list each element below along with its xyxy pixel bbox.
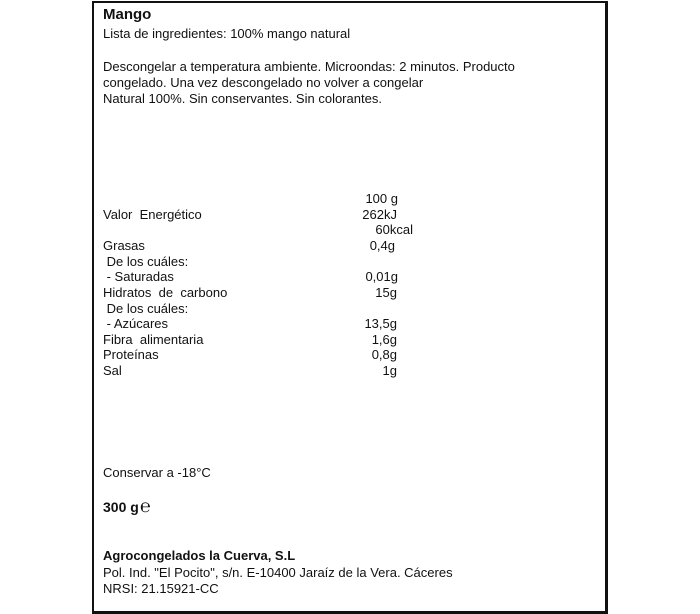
nutrition-row-value: 262kJ [362,207,397,222]
nutrition-row-value: 0,01g [365,269,398,284]
nutrition-row-value: 13,5g [364,316,397,331]
nutrition-row-name: Proteínas [103,347,159,362]
nutrition-row-value: 0,8g [371,347,397,362]
nutrition-row-name: Valor Energético [103,207,202,222]
nutrition-row-name: Fibra alimentaria [103,332,204,347]
product-label [92,1,608,614]
net-weight [103,496,151,517]
nutrition-row-value: 1,6g [371,332,397,347]
nutrition-row-name: Hidratos de carbono [103,285,228,300]
company-address: Pol. Ind. "El Pocito", s/n. E-10400 Jaraíz de la Vera. Cáceres [103,565,453,580]
company-name: Agrocongelados la Cuerva, S.L [103,548,296,563]
nutrition-row-name: De los cuáles: [103,301,189,316]
ingredients-list: Lista de ingredientes: 100% mango natural [103,26,351,41]
nutrition-header: 100 g [365,191,398,206]
nutrition-row-value: 0,4g [369,238,395,253]
nutrition-row-name: Sal [103,363,122,378]
nutrition-row-name: - Saturadas [103,269,174,284]
nutrition-row-name: - Azúcares [103,316,169,331]
product-claims: Natural 100%. Sin conservantes. Sin colorantes. [103,91,382,106]
nutrition-row-name: De los cuáles: [103,254,189,269]
instructions-line-1: Descongelar a temperatura ambiente. Microondas: 2 minutos. Producto [103,59,515,74]
nutrition-row-name: Grasas [103,238,145,253]
nutrition-row-value: 15g [375,285,397,300]
product-name: Mango [103,6,152,23]
net-weight-value: 300 g [103,499,139,515]
instructions-line-2: congelado. Una vez descongelado no volver a congelar [103,75,424,90]
company-registry: NRSI: 21.15921-CC [103,581,219,596]
storage-instructions: Conservar a -18°C [103,465,211,480]
nutrition-row-value: 60kcal [375,222,413,237]
estimated-sign-icon: ℮ [139,496,151,517]
nutrition-row-value: 1g [382,363,397,378]
